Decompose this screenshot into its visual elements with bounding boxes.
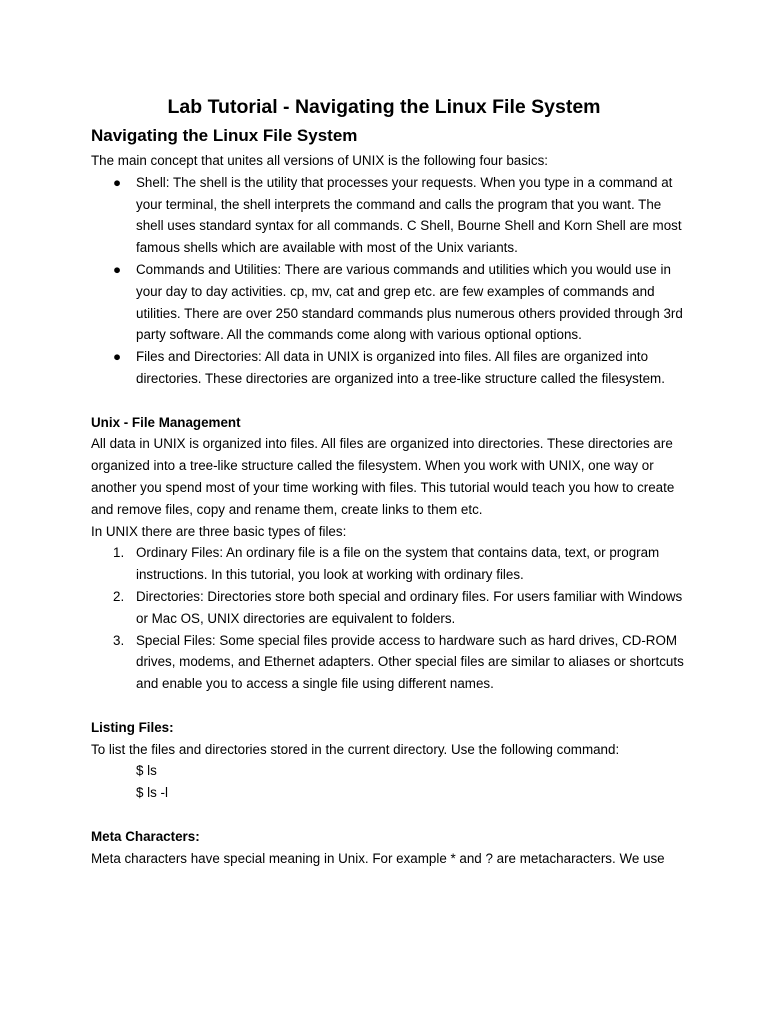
spacer [91,695,691,717]
meta-characters-heading: Meta Characters: [91,828,200,844]
file-types-intro: In UNIX there are three basic types of files: [91,523,347,539]
list-item [91,630,691,695]
file-management-text: All data in UNIX is organized into files. All files are organized into directories. These directories are organized into a tree-like structure called the filesystem. When you work with UNIX, one way or another you spend most of your time working with files. This tutorial would teach you how to create and remove files, copy and rename them, create links to them etc. [91,436,675,517]
list-item [91,259,691,346]
list-item [91,542,691,586]
document-title: Lab Tutorial - Navigating the Linux File System [167,96,601,118]
list-item-text: Files and Directories: All data in UNIX is organized into files. All files are organized into directories. These directories are organized into a tree-like structure called the filesystem. [136,349,665,386]
list-number: 3. [113,632,125,648]
spacer [91,804,691,826]
section-heading: Navigating the Linux File System [91,126,358,145]
list-number: 1. [113,545,125,561]
list-item [91,346,691,390]
bullet-icon: ● [113,174,122,190]
listing-files-heading: Listing Files: [91,719,174,735]
list-item [91,586,691,630]
file-management-heading: Unix - File Management [91,414,241,430]
list-item-text: Special Files: Some special files provide access to hardware such as hard drives, CD-ROM drives, modems, and Ethernet adapters. Other special files are similar to aliases or shortcuts and enable you to access a single file using different names. [136,632,684,692]
spacer [91,390,691,412]
list-item-text: Commands and Utilities: There are various commands and utilities which you would use in your day to day activities. cp, mv, cat and grep etc. are few examples of commands and utilities. There are over 250 standard commands plus numerous others provided through 3rd party software. All the commands come along with various optional options. [136,261,683,343]
list-item [91,172,691,259]
document-body [91,150,691,869]
file-types-list [91,542,691,695]
listing-files-text: To list the files and directories stored in the current directory. Use the following command: [91,741,620,757]
basics-list [91,172,691,390]
bullet-icon: ● [113,349,122,365]
command-line: $ ls [136,763,157,779]
list-item-text: Ordinary Files: An ordinary file is a file on the system that contains data, text, or program instructions. In this tutorial, you look at working with ordinary files. [136,545,660,583]
list-item-text: Directories: Directories store both special and ordinary files. For users familiar with Windows or Mac OS, UNIX directories are equivalent to folders. [136,588,683,626]
intro-text: The main concept that unites all versions of UNIX is the following four basics: [91,153,548,168]
meta-characters-text: Meta characters have special meaning in Unix. For example * and ? are metacharacters. We use [91,850,665,866]
list-item-text: Shell: The shell is the utility that processes your requests. When you type in a command at your terminal, the shell interprets the command and calls the program that you want. The shell uses standard syntax for all commands. C Shell, Bourne Shell and Korn Shell are most famous shells which are available with most of the Unix variants. [136,174,682,256]
list-number: 2. [113,588,125,604]
command-line: $ ls -l [136,785,168,801]
bullet-icon: ● [113,261,122,277]
